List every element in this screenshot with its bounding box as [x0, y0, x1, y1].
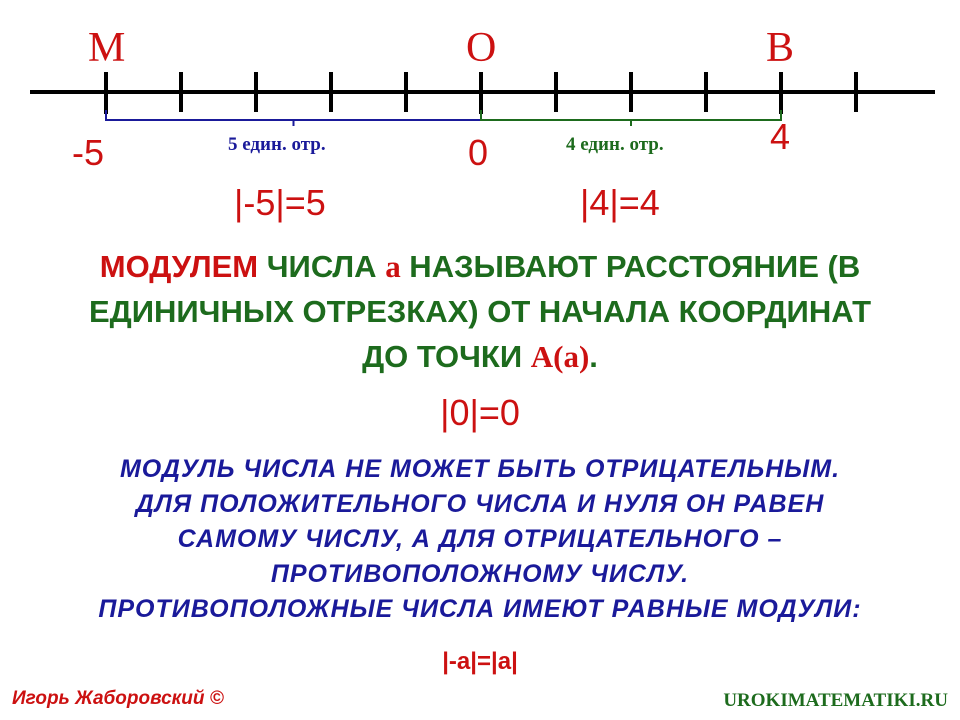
definition-variable: а [385, 249, 401, 284]
definition-line3c: . [589, 339, 598, 374]
abs-zero-equation: |0|=0 [440, 392, 520, 433]
rule-line5: ПРОТИВОПОЛОЖНЫЕ ЧИСЛА ИМЕЮТ РАВНЫЕ МОДУЛИ: [98, 595, 862, 623]
segment-left-label: 5 един. отр. [228, 134, 326, 155]
point-o-label: O [466, 25, 497, 71]
abs-4-equation: |4|=4 [580, 182, 660, 223]
site-name: UROKIMATEMATIKI.RU [723, 690, 948, 711]
segment-bracket-left [106, 110, 481, 126]
point-m-label: M [88, 25, 126, 71]
author-credit: Игорь Жаборовский © [12, 688, 224, 709]
rule-line4: ПРОТИВОПОЛОЖНОМУ ЧИСЛУ. [270, 560, 690, 588]
definition-line3a: ДО ТОЧКИ [362, 339, 531, 374]
rule-line1: МОДУЛЬ ЧИСЛА НЕ МОЖЕТ БЫТЬ ОТРИЦАТЕЛЬНЫМ. [119, 455, 841, 483]
definition-term: МОДУЛЕМ [99, 249, 259, 284]
rule-text [0, 452, 960, 627]
definition-point: А(а) [530, 339, 590, 374]
rule-line2: ДЛЯ ПОЛОЖИТЕЛЬНОГО ЧИСЛА И НУЛЯ ОН РАВЕН [135, 490, 825, 518]
definition-part2: ЧИСЛА [258, 249, 386, 284]
segment-right-label: 4 един. отр. [566, 134, 664, 155]
point-b-label: B [766, 25, 795, 71]
rule-formula: |-a|=|a| [442, 648, 518, 675]
coord-b-value: 4 [770, 116, 791, 157]
definition-text [0, 244, 960, 379]
segment-bracket-right [481, 110, 781, 126]
definition-part4: НАЗЫВАЮТ РАССТОЯНИЕ (В [400, 249, 861, 284]
abs-neg5-equation: |-5|=5 [234, 182, 326, 223]
rule-line3: САМОМУ ЧИСЛУ, А ДЛЯ ОТРИЦАТЕЛЬНОГО – [177, 525, 783, 553]
definition-line2: ЕДИНИЧНЫХ ОТРЕЗКАХ) ОТ НАЧАЛА КООРДИНАТ [88, 294, 872, 329]
coord-m-value: -5 [72, 132, 105, 173]
coord-o-value: 0 [468, 132, 489, 173]
